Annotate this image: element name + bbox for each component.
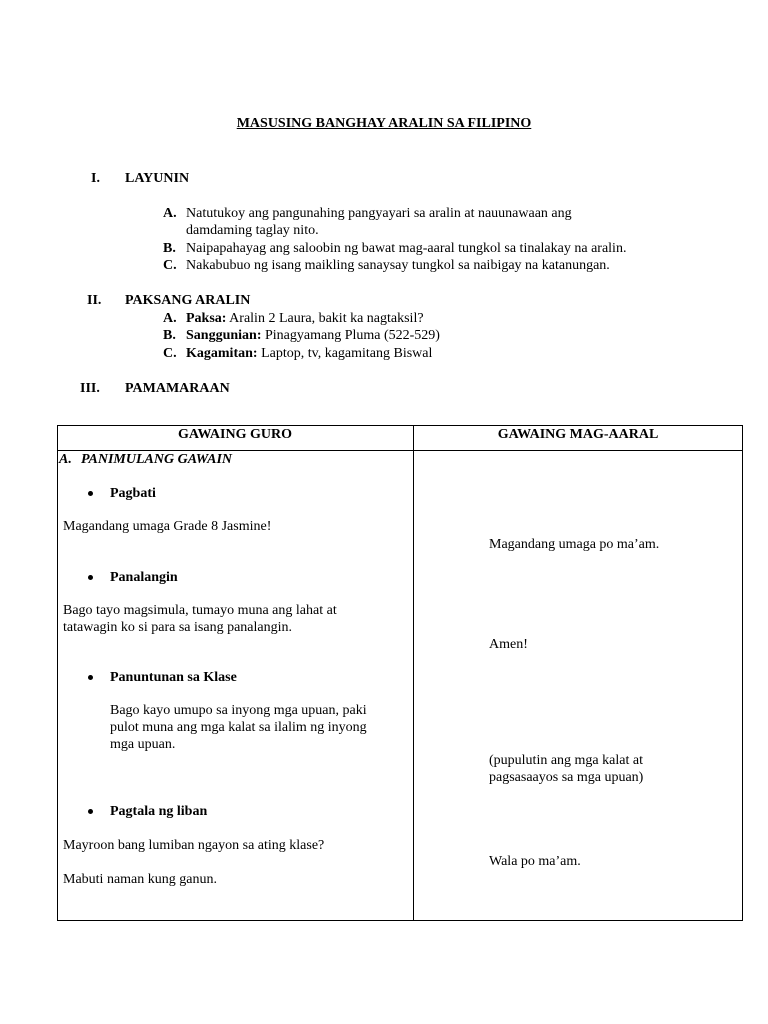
- pagbati-mag-aaral: Magandang umaga po ma’am.: [489, 537, 660, 552]
- layunin-item-a-text: Natutukoy ang pangunahing pangyayari sa aralin at nauunawaan ang: [186, 206, 572, 221]
- section-heading-layunin: LAYUNIN: [125, 171, 190, 186]
- section-heading-pamamaraan: PAMAMARAAN: [125, 381, 230, 396]
- sanggunian-value: Pinagyamang Pluma (522-529): [261, 328, 440, 343]
- layunin-item-c-letter: C.: [163, 258, 177, 273]
- section-numeral-layunin: I.: [91, 171, 100, 186]
- section-numeral-pamamaraan: III.: [80, 381, 100, 396]
- bullet-icon: [88, 491, 93, 496]
- paksa-value: Aralin 2 Laura, bakit ka nagtaksil?: [226, 311, 424, 326]
- table-column-divider: [413, 425, 414, 921]
- kagamitan-letter: C.: [163, 346, 177, 361]
- kagamitan-line: [186, 345, 432, 362]
- panalangin-mag-aaral: Amen!: [489, 637, 528, 652]
- pagtala-guro-line2: Mabuti naman kung ganun.: [63, 872, 217, 887]
- layunin-item-b-text: Naipapahayag ang saloobin ng bawat mag-aaral tungkol sa tinalakay na aralin.: [186, 241, 627, 256]
- paksa-line: [186, 310, 424, 327]
- bullet-icon: [88, 675, 93, 680]
- bullet-icon: [88, 809, 93, 814]
- sanggunian-line: [186, 327, 440, 344]
- panuntunan-mag-aaral-line2: pagsasaayos sa mga upuan): [489, 770, 644, 785]
- paksa-letter: A.: [163, 311, 177, 326]
- document-title: MASUSING BANGHAY ARALIN SA FILIPINO: [236, 116, 532, 131]
- pagbati-title: Pagbati: [110, 486, 156, 501]
- layunin-item-b-letter: B.: [163, 241, 176, 256]
- panuntunan-title: Panuntunan sa Klase: [110, 670, 237, 685]
- kagamitan-label: Kagamitan:: [186, 346, 258, 361]
- panuntunan-guro-line2: pulot muna ang mga kalat sa ilalim ng inyong: [110, 720, 367, 735]
- layunin-item-c-text: Nakabubuo ng isang maikling sanaysay tungkol sa naibigay na katanungan.: [186, 258, 610, 273]
- sanggunian-letter: B.: [163, 328, 176, 343]
- kagamitan-value: Laptop, tv, kagamitang Biswal: [257, 346, 433, 361]
- bullet-icon: [88, 575, 93, 580]
- panalangin-guro-line1: Bago tayo magsimula, tumayo muna ang lahat at: [63, 603, 337, 618]
- section-numeral-paksang-aralin: II.: [87, 293, 102, 308]
- pagtala-guro-line1: Mayroon bang lumiban ngayon sa ating klase?: [63, 838, 325, 853]
- panalangin-guro-line2: tatawagin ko si para sa isang panalangin.: [63, 620, 292, 635]
- pagtala-mag-aaral: Wala po ma’am.: [489, 854, 581, 869]
- panalangin-title: Panalangin: [110, 570, 178, 585]
- part-title: PANIMULANG GAWAIN: [81, 452, 233, 467]
- sanggunian-label: Sanggunian:: [186, 328, 262, 343]
- panuntunan-guro-line3: mga upuan.: [110, 737, 176, 752]
- pagbati-guro: Magandang umaga Grade 8 Jasmine!: [63, 519, 272, 534]
- panuntunan-mag-aaral-line1: (pupulutin ang mga kalat at: [489, 753, 643, 768]
- layunin-item-a-letter: A.: [163, 206, 177, 221]
- layunin-item-a-text-cont: damdaming taglay nito.: [186, 223, 319, 238]
- paksa-label: Paksa:: [186, 311, 227, 326]
- table-header-guro: GAWAING GURO: [178, 427, 292, 442]
- panuntunan-guro-line1: Bago kayo umupo sa inyong mga upuan, paki: [110, 703, 367, 718]
- part-letter: A.: [59, 452, 72, 467]
- section-heading-paksang-aralin: PAKSANG ARALIN: [125, 293, 251, 308]
- pagtala-title: Pagtala ng liban: [110, 804, 208, 819]
- table-header-mag-aaral: GAWAING MAG-AARAL: [497, 427, 659, 442]
